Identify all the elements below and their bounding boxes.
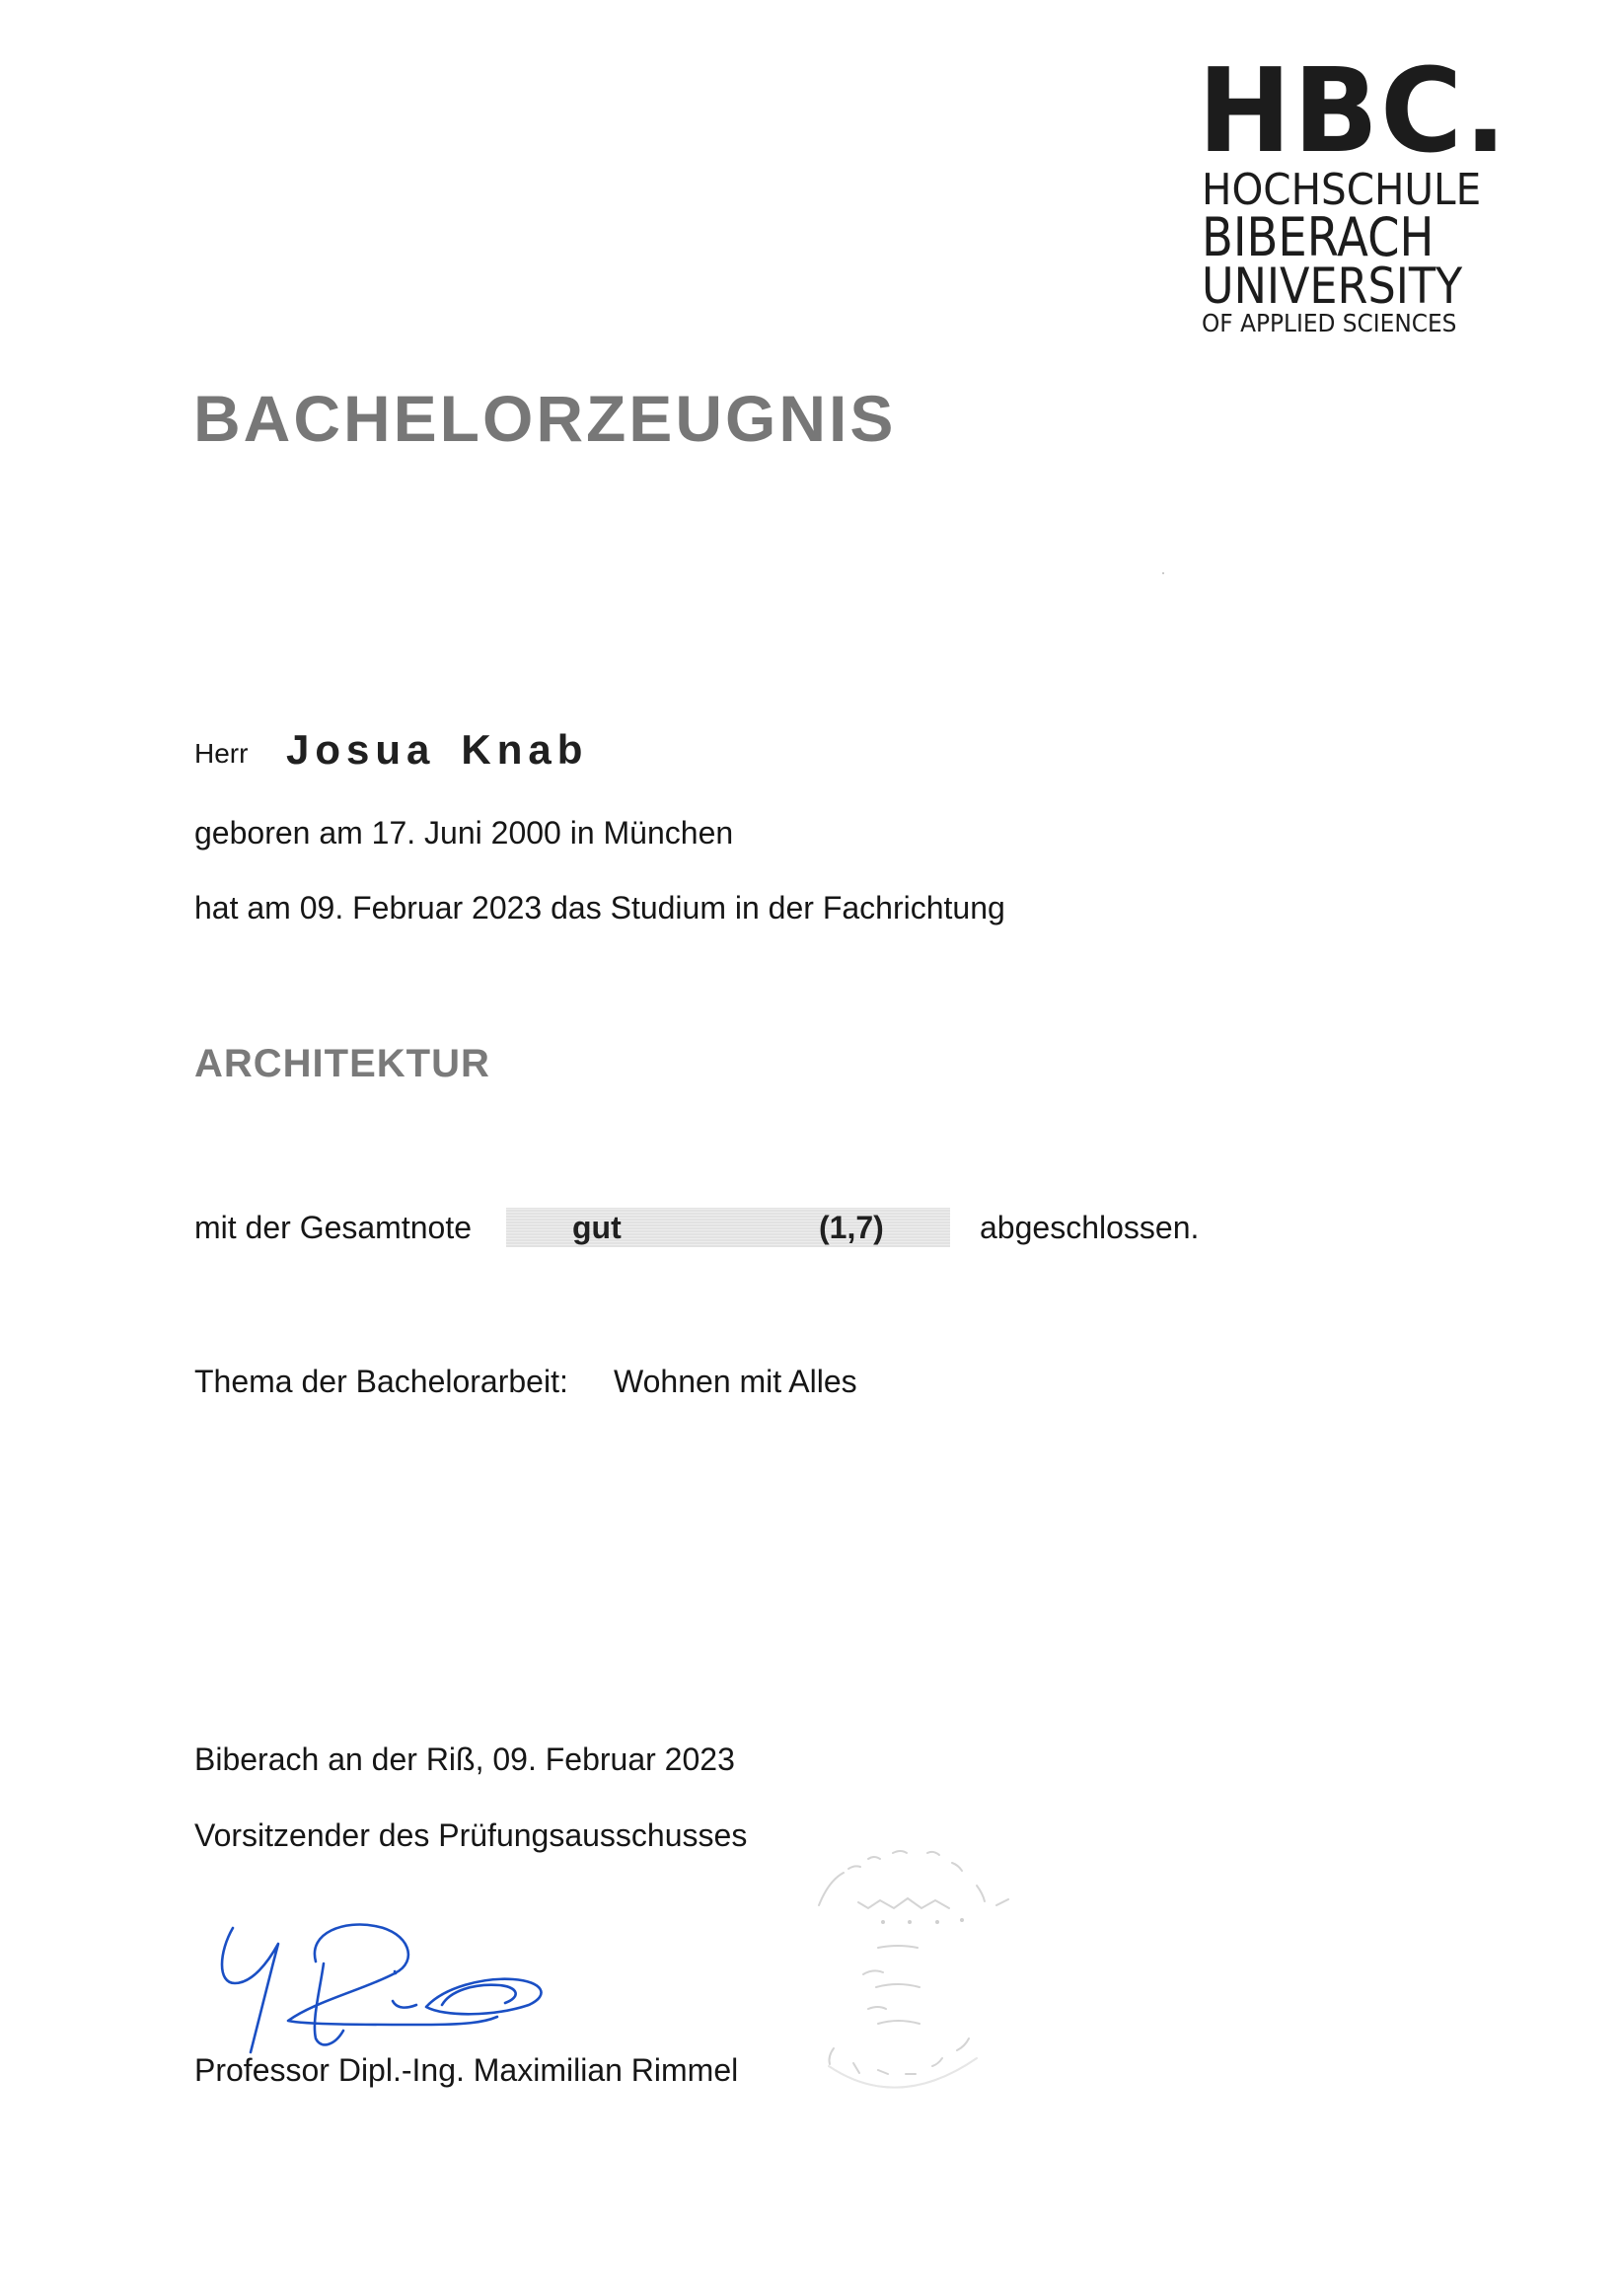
signature-icon — [197, 1892, 750, 2060]
subject-heading: ARCHITEKTUR — [194, 1042, 490, 1085]
recipient-name — [286, 726, 588, 774]
scan-speck — [1162, 572, 1164, 574]
signatory-role: Vorsitzender des Prüfungsausschusses — [194, 1817, 748, 1853]
document-title: BACHELORZEUGNIS — [193, 382, 897, 455]
birth-line: geboren am 17. Juni 2000 in München — [194, 815, 734, 851]
completion-line: hat am 09. Februar 2023 das Studium in der Fachrichtung — [194, 890, 1005, 926]
salutation: Herr — [194, 738, 249, 769]
grade-label: mit der Gesamtnote — [194, 1210, 472, 1245]
thesis-title: Wohnen mit Alles — [614, 1364, 857, 1399]
logo-line-hochschule: HOCHSCHULE — [1202, 165, 1482, 215]
signatory-name: Professor Dipl.-Ing. Maximilian Rimmel — [194, 2052, 739, 2088]
first-name: Josua — [286, 726, 436, 773]
place-date: Biberach an der Riß, 09. Februar 2023 — [194, 1741, 735, 1777]
grade-word: gut — [572, 1210, 622, 1245]
university-logo — [1198, 42, 1519, 337]
logo-line-university: UNIVERSITY — [1202, 258, 1463, 315]
grade-suffix: abgeschlossen. — [980, 1210, 1200, 1245]
grade-value: (1,7) — [819, 1210, 884, 1245]
embossed-seal-icon — [789, 1812, 1026, 2108]
thesis-label: Thema der Bachelorarbeit: — [194, 1364, 568, 1399]
logo-line-biberach: BIBERACH — [1202, 206, 1435, 268]
logo-acronym: HBC. — [1198, 42, 1509, 179]
logo-line-applied-sciences: OF APPLIED SCIENCES — [1202, 309, 1457, 337]
last-name: Knab — [461, 726, 589, 773]
